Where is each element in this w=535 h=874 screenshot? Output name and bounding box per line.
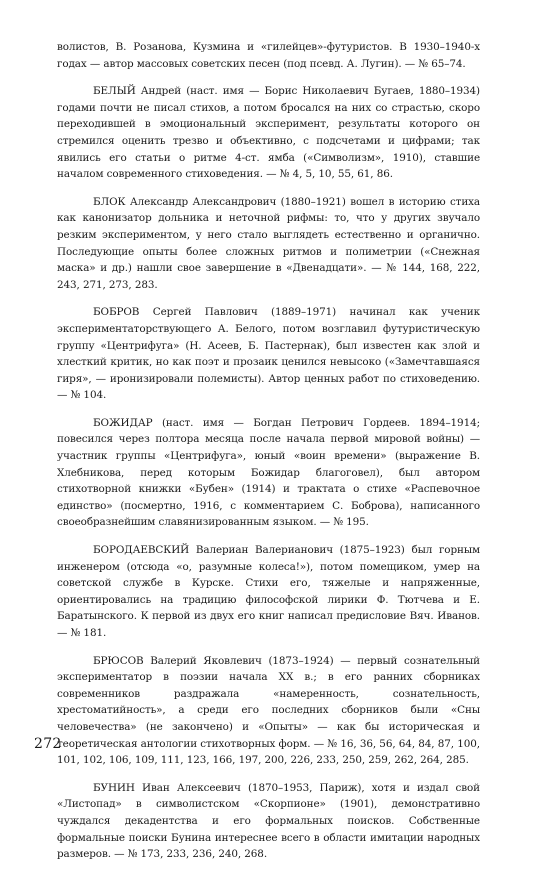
- entry-blok: [57, 194, 480, 294]
- entry-text: Сергей Павлович (1889–1971) начинал как ученик экспериментаторствующего А. Белого, потом возглавил футуристическую группу «Центрифуга» (Н. Асеев, Б. Пастернак), был известен как злой и хлесткий критик, но как поэт и прозаик ценился невысоко («Замечтавшаяся гиря», — иронизировали полемисты). Автор ценных работ по стиховедению. — № 104.: [57, 306, 480, 402]
- entry-name: БОЖИДАР: [93, 416, 153, 429]
- entry-bozhidar: [57, 415, 480, 531]
- entry-name: БРЮСОВ: [93, 654, 144, 667]
- entry-belyi: [57, 83, 480, 183]
- entry-bunin: [57, 780, 480, 863]
- entry-briusov: [57, 653, 480, 769]
- dictionary-entries: [57, 39, 480, 874]
- entry-bobrov: [57, 304, 480, 404]
- entry-name: БОБРОВ: [93, 306, 140, 319]
- entry-continuation: [57, 39, 480, 72]
- entry-text: Андрей (наст. имя — Борис Николаевич Бугаев, 1880–1934) годами почти не писал стихов, а потом бросался на них со страстью, скоро переходившей в эмоциональный эксперимент, результаты которого он стремился оценить трезво и объективно, с подсчетами и цифрами; так явились его статьи о ритме 4-ст. ямба («Символизм», 1910), ставшие началом современного стиховедения. — № 4, 5, 10, 55, 61, 86.: [57, 85, 480, 181]
- entry-name: БОРОДАЕВСКИЙ: [93, 544, 190, 557]
- entry-name: БЛОК: [93, 195, 126, 208]
- entry-borodaevskii: [57, 542, 480, 642]
- entry-name: БЕЛЫЙ: [93, 85, 136, 98]
- page-number: 272: [34, 736, 62, 752]
- entry-text: Валериан Валерианович (1875–1923) был горным инженером (отсюда «о, разумные колеса!»), потом помещиком, умер на советской службе в Курске. Стихи его, тяжелые и напряженные, ориентировались на традицию философской лирики Ф. Тютчева и Е. Баратынского. К первой из двух его книг написал предисловие Вяч. Иванов. — № 181.: [57, 544, 480, 639]
- entry-text: Александр Александрович (1880–1921) вошел в историю стиха как канонизатор дольника и неточной рифмы: то, что у других звучало резким экспериментом, у него стало выглядеть естественно и органично. Последующие опыты более сложных ритмов и полиметрии («Снежная маска» и др.) нашли свое завершение в «Двенадцати». — № 144, 168, 222, 243, 271, 273, 283.: [57, 195, 480, 291]
- entry-text: Валерий Яковлевич (1873–1924) — первый сознательный экспериментатор в поэзии начала XX в.; в его ранних сборниках современников раздражала «намеренность, сознательность, хрестоматийность», а среди его последних сборников были «Сны человечества» (не закончено) и «Опыты» — как бы историческая и теоретическая антологии стихотворных форм. — № 16, 36, 56, 64, 84, 87, 100, 101, 102, 106, 109, 111, 123, 166, 197, 200, 226, 233, 250, 259, 262, 264, 285.: [57, 654, 480, 767]
- entry-text: Иван Алексеевич (1870–1953, Париж), хотя и издал свой «Листопад» в символистском «Скорпионе» (1901), демонстративно чуждался декадентства и его формальных поисков. Собственные формальные поиски Бунина интереснее всего в области имитации народных размеров. — № 173, 233, 236, 240, 268.: [57, 781, 480, 861]
- entry-text: волистов, В. Розанова, Кузмина и «гилейцев»-футуристов. В 1930–1940-х годах — автор массовых советских песен (под псевд. А. Лугин). — № 65–74.: [57, 41, 480, 70]
- entry-name: БУНИН: [93, 781, 135, 794]
- entry-text: (наст. имя — Богдан Петрович Гордеев. 1894–1914; повесился через полтора месяца после начала первой мировой войны) — участник группы «Центрифуга», юный «воин времени» (выражение В. Хлебникова, перед которым Божидар благоговел), был автором стихотворной книжки «Бубен» (1914) и трактата о стихе «Распевочное единство» (посмертно, 1916, с комментарием С. Боброва), написанного своеобразнейшим славянизированным языком. — № 195.: [57, 416, 480, 529]
